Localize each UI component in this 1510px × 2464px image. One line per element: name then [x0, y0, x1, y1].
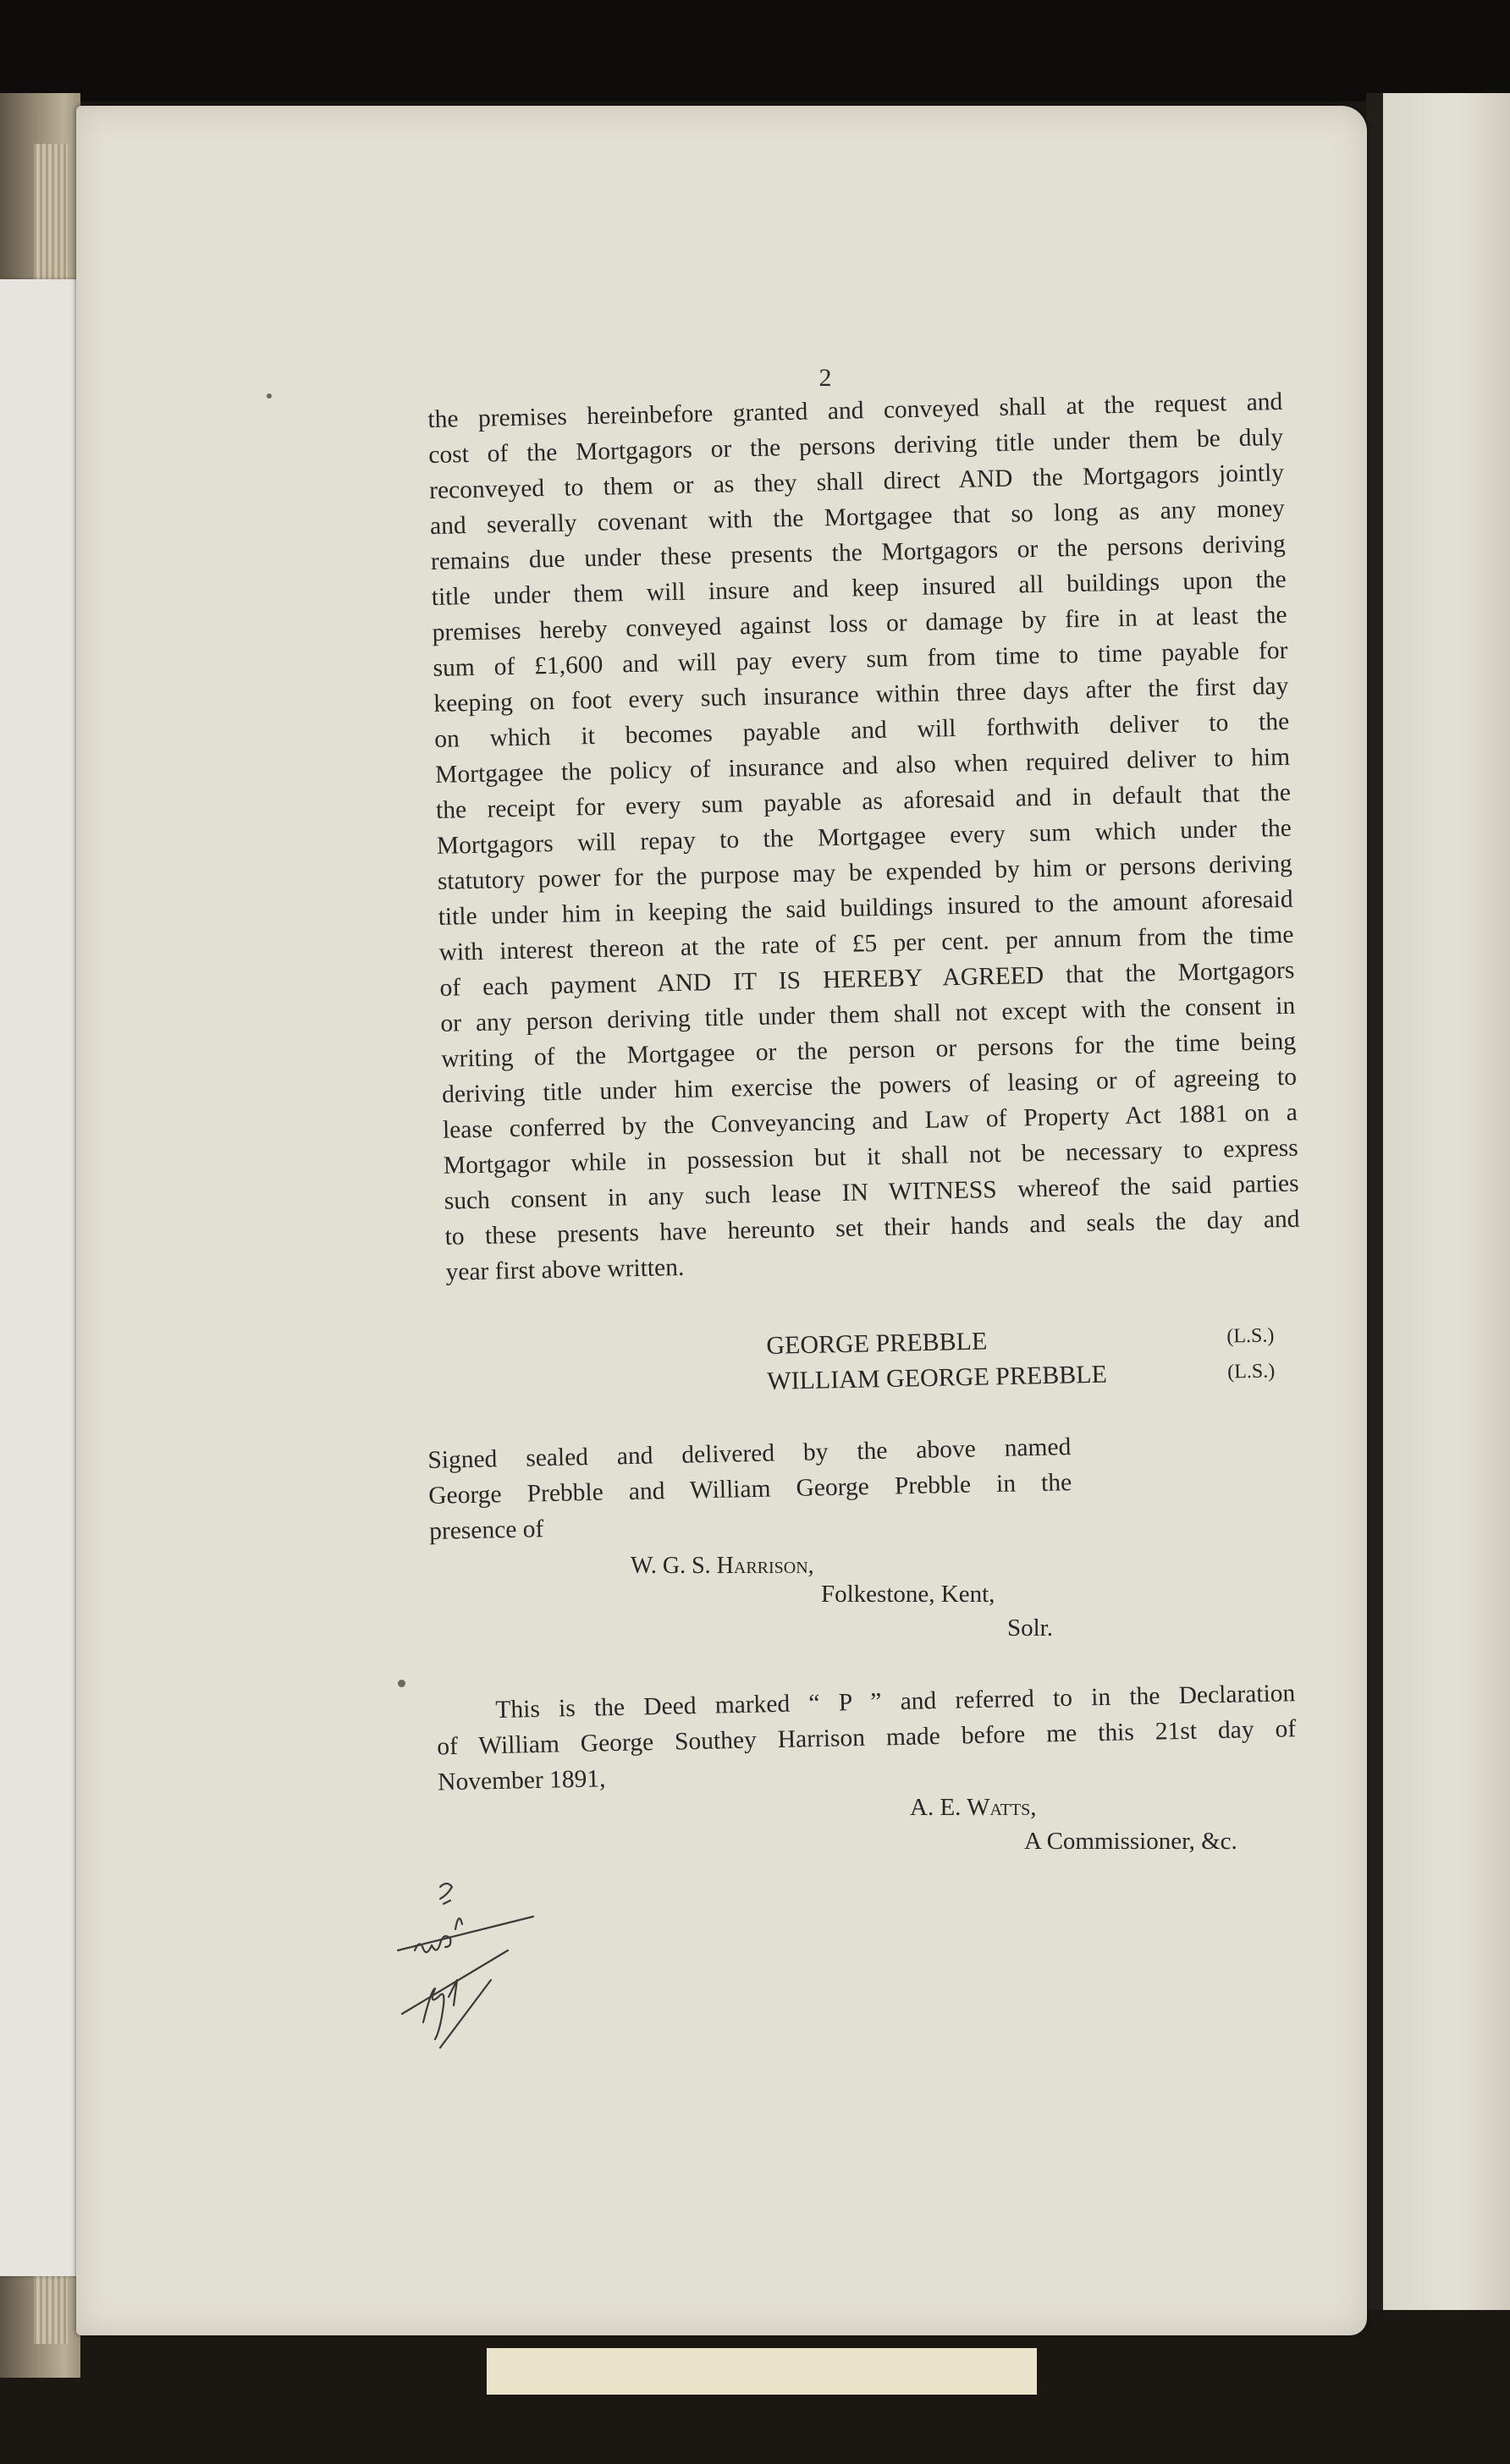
body-line: title under him in keeping the said buildings insured to the amount aforesaid — [438, 885, 1293, 931]
body-line: on which it becomes payable and will forthwith deliver to the — [434, 707, 1290, 753]
paper-speck — [267, 393, 272, 399]
signature-block — [766, 1317, 1276, 1400]
pencil-annotation-icon — [389, 1870, 559, 2065]
attestation-line: Signed sealed and delivered by the above named — [427, 1433, 1072, 1474]
body-line: or any person deriving title under them shall not except with the consent in — [440, 992, 1296, 1037]
body-line: year first above written. — [445, 1253, 685, 1286]
body-line: reconveyed to them or as they shall direct AND the Mortgagors jointly — [428, 459, 1285, 504]
declaration-line: of William George Southey Harrison made before me this 21st day of — [436, 1715, 1297, 1761]
body-line: Mortgagors will repay to the Mortgagee every sum which under the — [436, 814, 1292, 860]
binding-gap — [1366, 93, 1385, 2310]
commissioner-title: A Commissioner, &c. — [1024, 1828, 1237, 1855]
attestation-clause — [427, 1429, 1072, 1549]
body-line: premises hereby conveyed against loss or damage by fire in at least the — [432, 601, 1287, 646]
body-line: of each payment AND IT IS HEREBY AGREED that the Mortgagors — [439, 956, 1295, 1002]
declaration-line: November 1891, — [437, 1765, 606, 1796]
witness-name: W. G. S. Harrison, — [631, 1553, 814, 1579]
body-line: the premises hereinbefore granted and conveyed shall at the request and — [427, 388, 1283, 433]
body-line: Mortgagee the policy of insurance and also when required deliver to him — [434, 743, 1291, 789]
signatory-name: WILLIAM GEORGE PREBBLE — [766, 1360, 1108, 1395]
declaration-note — [436, 1675, 1297, 1799]
seal-mark: (L.S.) — [1226, 1360, 1276, 1383]
body-line: title under them will insure and keep insured all buildings upon the — [431, 565, 1287, 611]
body-line: remains due under these presents the Mortgagors or the persons deriving — [430, 530, 1287, 575]
attestation-line: presence of — [428, 1515, 544, 1545]
body-line: Mortgagor while in possession but it shall not be necessary to express — [443, 1134, 1299, 1180]
page-number: 2 — [818, 364, 832, 392]
bottom-tab — [487, 2348, 1037, 2395]
body-line: statutory power for the purpose may be expended by him or persons deriving — [437, 850, 1292, 895]
signatory-name: GEORGE PREBBLE — [766, 1327, 988, 1360]
seal-mark: (L.S.) — [1226, 1324, 1275, 1348]
witness-title: Solr. — [1007, 1614, 1053, 1642]
deed-body-text — [427, 384, 1301, 1290]
commissioner-name: A. E. Watts, — [910, 1794, 1037, 1821]
body-line: such consent in any such lease IN WITNESS whereof the said parties — [444, 1169, 1299, 1215]
body-line: writing of the Mortgagee or the person or persons for the time being — [440, 1027, 1297, 1073]
body-line: lease conferred by the Conveyancing and Law of Property Act 1881 on a — [442, 1098, 1298, 1144]
declaration-line: This is the Deed marked “ P ” and referred to in the Declaration — [495, 1680, 1296, 1724]
body-line: and severally covenant with the Mortgagee that so long as any money — [429, 494, 1286, 540]
attestation-line: George Prebble and William George Prebble in the — [427, 1469, 1072, 1510]
body-line: deriving title under him exercise the powers of leasing or of agreeing to — [441, 1063, 1298, 1108]
body-line: with interest thereon at the rate of £5 per cent. per annum from the time — [438, 921, 1294, 966]
body-line: the receipt for every sum payable as aforesaid and in default that the — [435, 778, 1292, 824]
body-line: to these presents have hereunto set their hands and seals the day and — [444, 1205, 1300, 1251]
body-line: sum of £1,600 and will pay every sum from time to time payable for — [433, 636, 1288, 682]
witness-place: Folkestone, Kent, — [821, 1581, 995, 1608]
body-line: cost of the Mortgagors or the persons deriving title under them be duly — [427, 423, 1284, 469]
body-line: keeping on foot every such insurance within three days after the first day — [433, 672, 1289, 718]
paper-speck — [398, 1680, 405, 1687]
binding-top — [0, 0, 1510, 102]
next-page-edge — [1383, 93, 1510, 2310]
